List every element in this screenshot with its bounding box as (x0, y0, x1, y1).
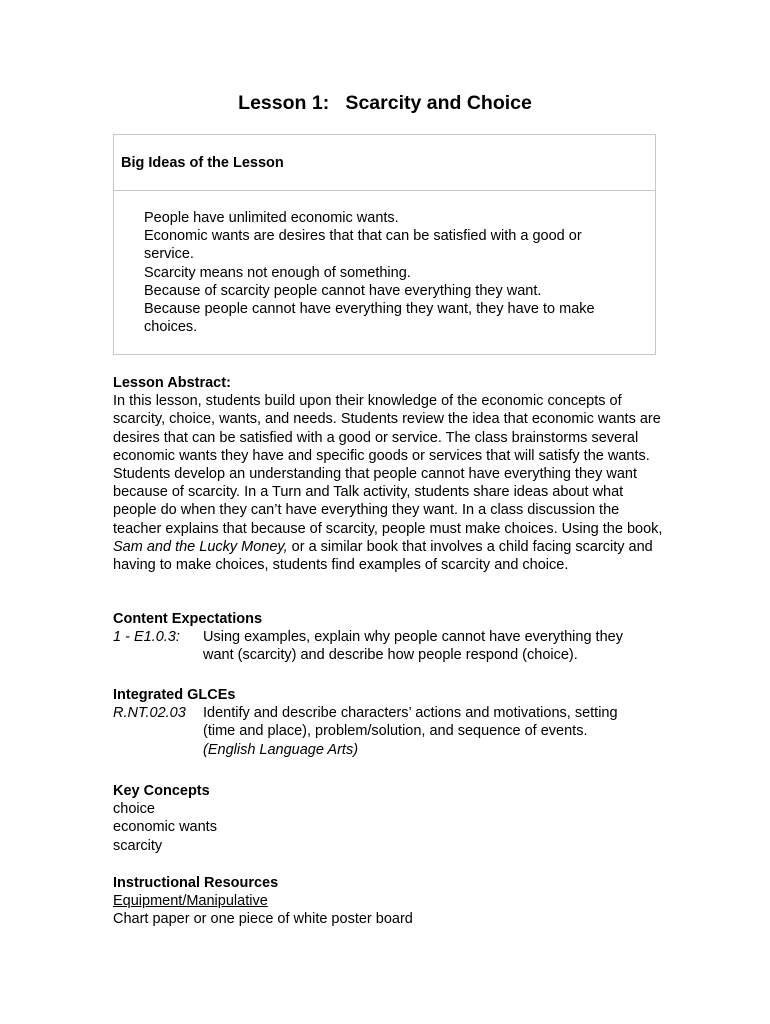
glce-text: Identify and describe characters’ actions and motivations, setting (time and place), problem/solution, and sequence of events. (203, 705, 618, 740)
big-ideas-list (144, 209, 624, 336)
glce-description (203, 704, 653, 759)
instructional-resources-section (113, 874, 663, 929)
instructional-resources-heading: Instructional Resources (113, 875, 279, 891)
integrated-glces-section (113, 686, 663, 759)
lesson-abstract-section (113, 374, 663, 574)
abstract-text-part: In this lesson, students build upon their knowledge of the economic concepts of scarcity, choice, wants, and needs. Students review the idea that economic wants are desires that can be satisfied with a good or service. The class brainstorms several economic wants they have and specific goods or services that will satisfy the wants. Students develop an understanding that people cannot have everything they want because of scarcity. In a Turn and Talk activity, students share ideas about what people do when they can’t have everything they want. In a class discussion the teacher explains that because of scarcity, people must make choices. Using the book, (113, 393, 663, 537)
big-idea-item: Because people cannot have everything they want, they have to make choices. (144, 301, 595, 336)
glce-code: R.NT.02.03 (113, 705, 186, 722)
equipment-subheading: Equipment/Manipulative (113, 893, 268, 910)
big-idea-item: People have unlimited economic wants. (144, 210, 399, 226)
lesson-abstract-heading: Lesson Abstract: (113, 375, 231, 391)
content-expectations-section (113, 610, 663, 665)
resource-item: Chart paper or one piece of white poster board (113, 911, 413, 928)
integrated-glces-heading: Integrated GLCEs (113, 687, 236, 703)
abstract-text-part: or a similar book that involves a child facing scarcity and having to make choices, students find examples of scarcity and choice. (113, 538, 653, 574)
page-title: Lesson 1: Scarcity and Choice (238, 92, 532, 114)
big-idea-item: Because of scarcity people cannot have everything they want. (144, 282, 542, 299)
key-concept-item: economic wants (113, 819, 217, 836)
content-expectations-heading: Content Expectations (113, 611, 263, 627)
expectation-row (113, 628, 663, 664)
glce-subject: (English Language Arts) (203, 741, 359, 758)
expectation-text: Using examples, explain why people cannot have everything they want (scarcity) and describe how people respond (choice). (203, 629, 623, 664)
key-concepts-heading: Key Concepts (113, 783, 210, 799)
key-concept-item: scarcity (113, 837, 163, 854)
big-idea-item: Scarcity means not enough of something. (144, 264, 411, 281)
big-idea-item: Economic wants are desires that that can be satisfied with a good or service. (144, 228, 582, 263)
lesson-abstract-text (113, 392, 663, 574)
key-concept-item: choice (113, 801, 155, 818)
big-ideas-heading: Big Ideas of the Lesson (114, 135, 655, 191)
glce-row (113, 704, 663, 759)
expectation-code: 1 - E1.0.3: (113, 629, 180, 646)
key-concepts-section (113, 782, 663, 855)
big-ideas-box (113, 134, 656, 355)
book-title: Sam and the Lucky Money, (113, 538, 288, 555)
